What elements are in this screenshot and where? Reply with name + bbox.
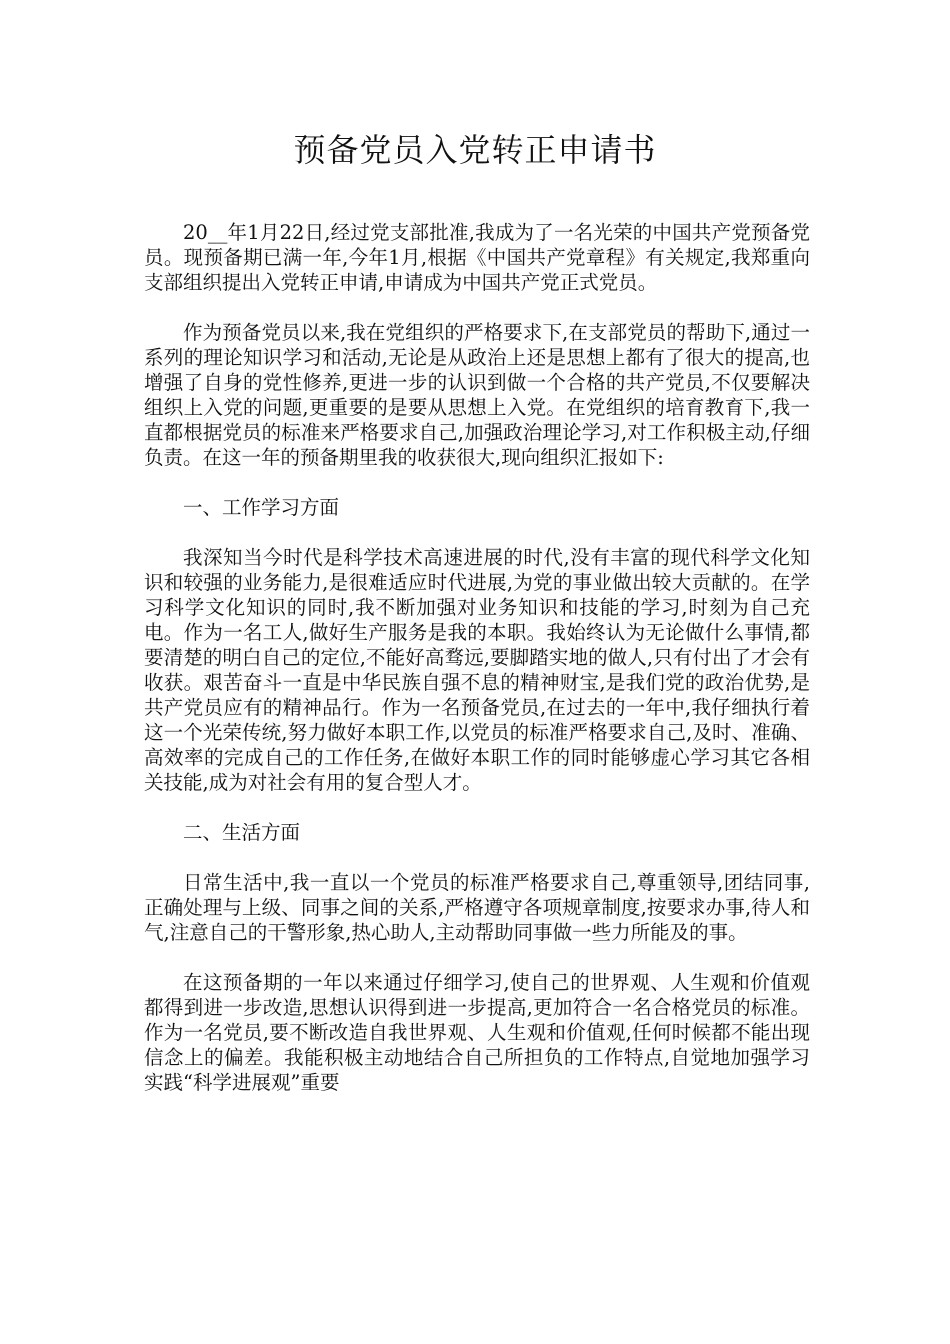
section-heading-life: 二、生活方面 xyxy=(183,821,301,844)
document-body xyxy=(144,220,810,1120)
document-title: 预备党员入党转正申请书 xyxy=(293,131,657,169)
paragraph-work-study: 我深知当今时代是科学技术高速进展的时代,没有丰富的现代科学文化知识和较强的业务能力,是很难适应时代进展,为党的事业做出较大贡献的。在学习科学文化知识的同时,我不断加强对业务知识和技能的学习,时刻为自己充电。作为一名工人,做好生产服务是我的本职。我始终认为无论做什么事情,都要清楚的明白自己的定位,不能好高骛远,要脚踏实地的做人,只有付出了才会有收获。艰苦奋斗一直是中华民族自强不息的精神财宝,是我们党的政治优势,是共产党员应有的精神品行。作为一名预备党员,在过去的一年中,我仔细执行着这一个光荣传统,努力做好本职工作,以党员的标准严格要求自己,及时、准确、高效率的完成自己的工作任务,在做好本职工作的同时能够虚心学习其它各相关技能,成为对社会有用的复合型人才。 xyxy=(144,546,810,794)
paragraph-overview: 作为预备党员以来,我在党组织的严格要求下,在支部党员的帮助下,通过一系列的理论知识学习和活动,无论是从政治上还是思想上都有了很大的提高,也增强了自身的党性修养,更进一步的认识到做一个合格的共产党员,不仅要解决组织上入党的问题,更重要的是要从思想上入党。在党组织的培育教育下,我一直都根据党员的标准来严格要求自己,加强政治理论学习,对工作积极主动,仔细负责。在这一年的预备期里我的收获很大,现向组织汇报如下: xyxy=(144,321,810,469)
section-heading-work-study: 一、工作学习方面 xyxy=(183,496,340,519)
paragraph-intro: 20__年1月22日,经过党支部批准,我成为了一名光荣的中国共产党预备党员。现预备期已满一年,今年1月,根据《中国共产党章程》有关规定,我郑重向支部组织提出入党转正申请,申请成为中国共产党正式党员。 xyxy=(144,221,810,294)
paragraph-probation-summary: 在这预备期的一年以来通过仔细学习,使自己的世界观、人生观和价值观都得到进一步改造,思想认识得到进一步提高,更加符合一名合格党员的标准。作为一名党员,要不断改造自我世界观、人生观和价值观,任何时候都不能出现信念上的偏差。我能积极主动地结合自己所担负的工作特点,自觉地加强学习实践“科学进展观”重要 xyxy=(144,971,810,1094)
paragraph-life: 日常生活中,我一直以一个党员的标准严格要求自己,尊重领导,团结同事,正确处理与上级、同事之间的关系,严格遵守各项规章制度,按要求办事,待人和气,注意自己的干警形象,热心助人,主动帮助同事做一些力所能及的事。 xyxy=(144,871,810,944)
